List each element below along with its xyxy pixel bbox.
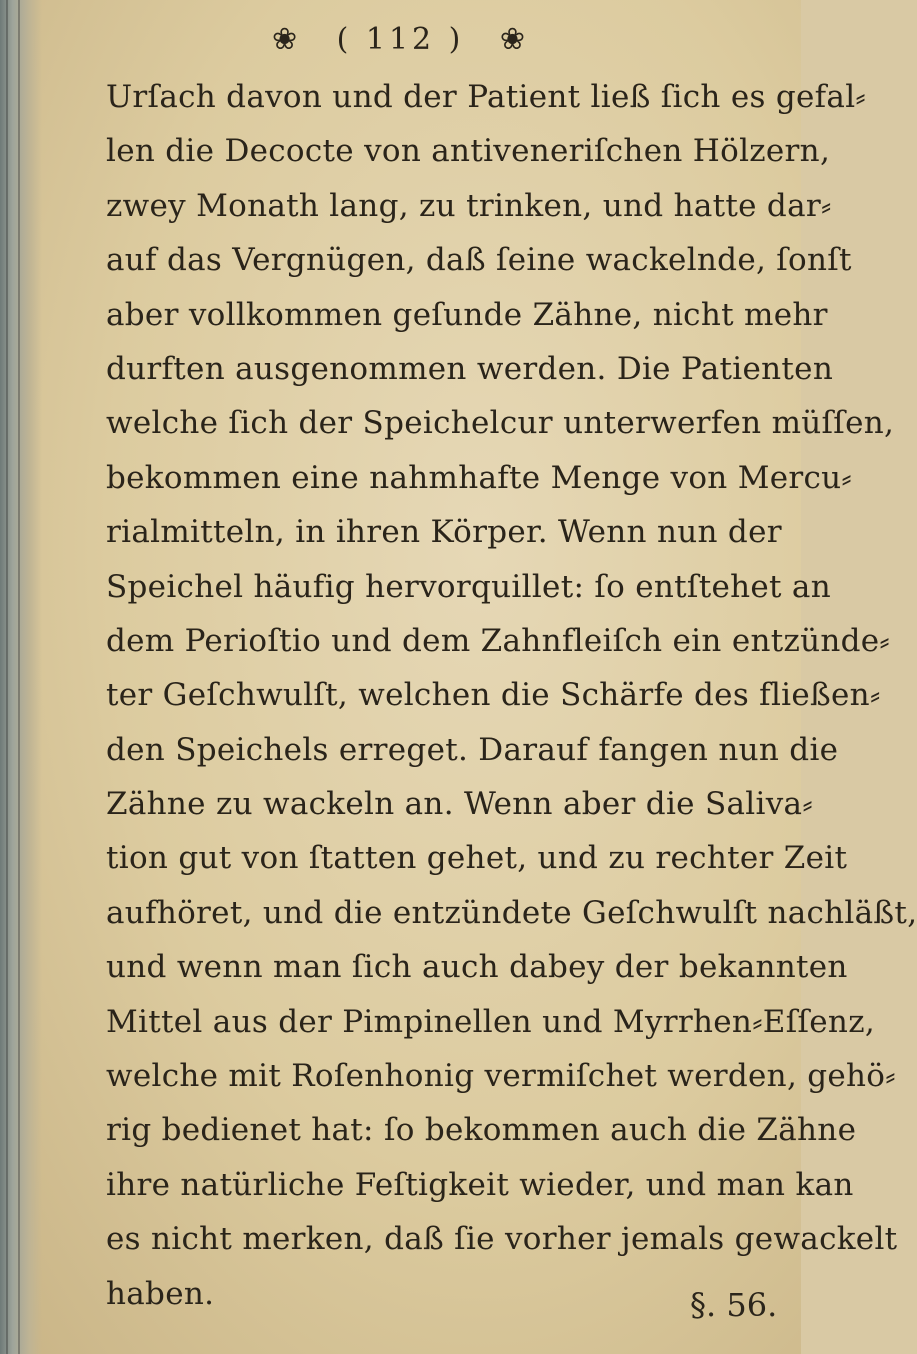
page-number: ( 112 ) xyxy=(336,22,465,57)
text-line: auf das Vergnügen, daß ſeine wackelnde, ſonſt xyxy=(106,242,852,279)
text-line: dem Perioſtio und dem Zahnfleiſch ein entzünde⸗ xyxy=(106,622,891,659)
gutter-line xyxy=(6,0,8,1354)
text-line: welche ſich der Speichelcur unterwerfen müſſen, xyxy=(106,405,895,442)
text-line: bekommen eine nahmhafte Menge von Mercu⸗ xyxy=(106,459,853,496)
text-line: Mittel aus der Pimpinellen und Myrrhen⸗Eſſenz, xyxy=(106,1003,875,1040)
catchword: §. 56. xyxy=(690,1286,778,1324)
text-line: aufhöret, und die entzündete Geſchwulſt nachläßt, xyxy=(106,894,917,931)
page-header xyxy=(0,22,801,57)
left-ornament-icon: ❀ xyxy=(271,22,302,57)
text-line: zwey Monath lang, zu trinken, und hatte dar⸗ xyxy=(106,187,832,224)
text-line: den Speichels erreget. Darauf fangen nun die xyxy=(106,731,839,768)
text-line: rialmitteln, in ihren Körper. Wenn nun der xyxy=(106,514,782,551)
text-line: ter Geſchwulſt, welchen die Schärfe des fließen⸗ xyxy=(106,677,881,714)
text-line: aber vollkommen geſunde Zähne, nicht mehr xyxy=(106,296,828,333)
text-line: es nicht merken, daß ſie vorher jemals gewackelt xyxy=(106,1221,898,1258)
text-line: haben. xyxy=(106,1275,215,1312)
text-line: und wenn man ſich auch dabey der bekannten xyxy=(106,949,848,986)
text-line: Zähne zu wackeln an. Wenn aber die Saliva⸗ xyxy=(106,786,813,823)
text-line: Urſach davon und der Patient ließ ſich es gefal⸗ xyxy=(106,79,867,115)
text-line: ihre natürliche Feſtigkeit wieder, und man kan xyxy=(106,1166,854,1203)
text-line: len die Decocte von antiveneriſchen Hölzern, xyxy=(106,133,831,170)
text-line: welche mit Roſenhonig vermiſchet werden, gehö⸗ xyxy=(106,1058,896,1095)
text-line: tion gut von ſtatten gehet, und zu rechter Zeit xyxy=(106,840,848,877)
text-line: durften ausgenommen werden. Die Patienten xyxy=(106,350,834,387)
text-line: rig bedienet hat: ſo bekommen auch die Zähne xyxy=(106,1112,857,1149)
gutter-line xyxy=(18,0,20,1354)
text-line: Speichel häufig hervorquillet: ſo entſtehet an xyxy=(106,568,831,605)
right-ornament-icon: ❀ xyxy=(499,22,530,57)
body-text xyxy=(106,70,917,1321)
